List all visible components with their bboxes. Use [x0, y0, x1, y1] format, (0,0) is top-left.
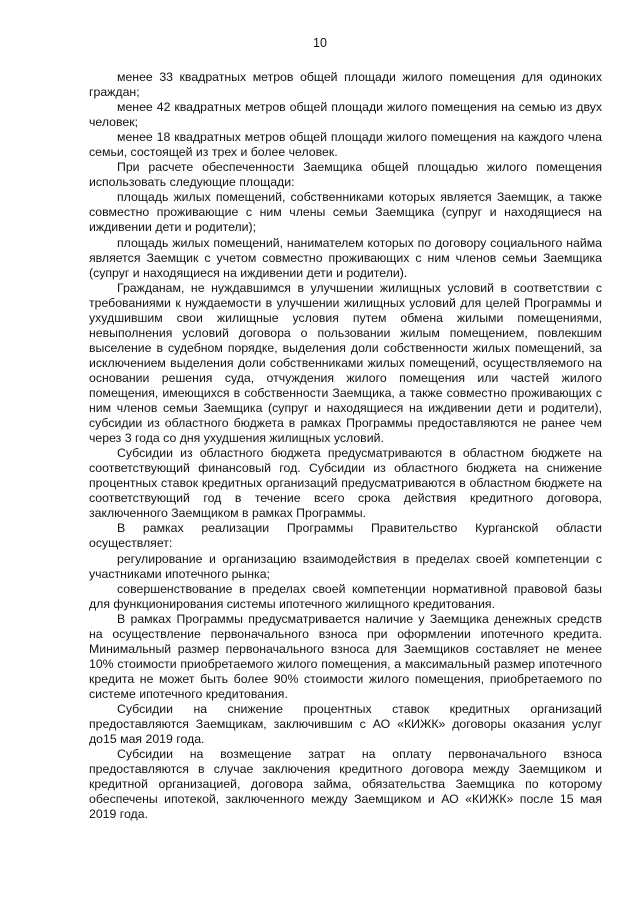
- paragraph-9: В рамках реализации Программы Правительство Курганской области осуществляет:: [89, 521, 602, 551]
- paragraph-8: Субсидии из областного бюджета предусматриваются в областном бюджете на соответствующий финансовый год. Субсидии из областного бюджета на снижение процентных ставок кредитных организаций предусматриваются в областном бюджете на соответствующий год в течение всего срока действия кредитного договора, заключенного Заемщиком в рамках Программы.: [89, 446, 602, 521]
- paragraph-11: совершенствование в пределах своей компетенции нормативной правовой базы для функционирования системы ипотечного жилищного кредитования.: [89, 581, 602, 611]
- paragraph-6: площадь жилых помещений, нанимателем которых по договору социального найма является Заемщик с учетом совместно проживающих с ним членов семьи Заемщика (супруг и находящиеся на иждивении дети и родители).: [89, 235, 602, 280]
- paragraph-3: менее 18 квадратных метров общей площади жилого помещения на каждого члена семьи, состоящей из трех и более человек.: [89, 130, 602, 160]
- paragraph-14: Субсидии на возмещение затрат на оплату первоначального взноса предоставляются в случае заключения кредитного договора между Заемщиком и кредитной организацией, договора займа, обязательства Заемщика по которому обеспечены ипотекой, заключенного между Заемщиком и АО «КИЖК» после 15 мая 2019 года.: [89, 747, 602, 822]
- paragraph-4: При расчете обеспеченности Заемщика общей площадью жилого помещения использовать следующие площади:: [89, 160, 602, 190]
- paragraph-7: Гражданам, не нуждавшимся в улучшении жилищных условий в соответствии с требованиями к нуждаемости в улучшении жилищных условий для целей Программы и ухудшившим свои жилищные условия путем обмена жилыми помещениями, невыполнения условий договора о пользовании жилым помещением, повлекшим выселение в судебном порядке, выделения доли собственности жилых помещений, за исключением выделения доли собственниками жилых помещений, осуществляемого на основании решения суда, отчуждения жилого помещения или частей жилого помещения, имеющихся в собственности Заемщика, а также совместно проживающих с ним членов семьи Заемщика (супруг и находящиеся на иждивении дети и родители), субсидии из областного бюджета в рамках Программы предоставляются не ранее чем через 3 года со дня ухудшения жилищных условий.: [89, 280, 602, 446]
- paragraph-12: В рамках Программы предусматривается наличие у Заемщика денежных средств на осуществление первоначального взноса при оформлении ипотечного кредита. Минимальный размер первоначального взноса для Заемщиков составляет не менее 10% стоимости приобретаемого жилого помещения, а максимальный размер ипотечного кредита не может быть более 90% стоимости жилого помещения, приобретаемого по системе ипотечного кредитования.: [89, 611, 602, 701]
- paragraph-5: площадь жилых помещений, собственниками которых является Заемщик, а также совместно проживающие с ним члены семьи Заемщика (супруг и находящиеся на иждивении дети и родители);: [89, 190, 602, 235]
- paragraph-13: Субсидии на снижение процентных ставок кредитных организаций предоставляются Заемщикам, заключившим с АО «КИЖК» договоры оказания услуг до15 мая 2019 года.: [89, 701, 602, 747]
- paragraph-2: менее 42 квадратных метров общей площади жилого помещения на семью из двух человек;: [89, 100, 602, 130]
- paragraph-10: регулирование и организацию взаимодействия в пределах своей компетенции с участниками ипотечного рынка;: [89, 551, 602, 581]
- page-number: 10: [313, 36, 327, 50]
- document-body: [89, 70, 602, 822]
- paragraph-1: менее 33 квадратных метров общей площади жилого помещения для одиноких граждан;: [89, 70, 602, 100]
